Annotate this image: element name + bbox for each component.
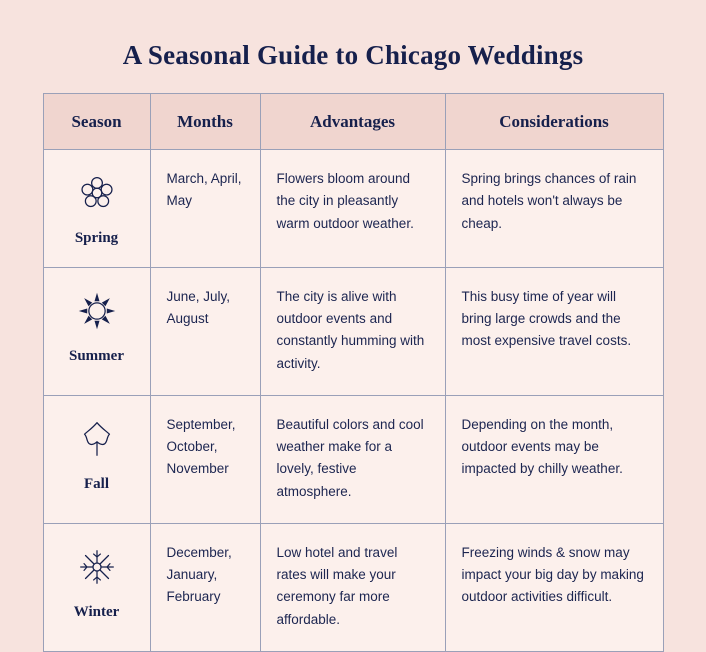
advantages-text: The city is alive with outdoor events and constantly humming with activity. [276, 288, 425, 371]
advantages-text: Flowers bloom around the city in pleasantly warm outdoor weather. [276, 171, 414, 231]
months-cell [150, 150, 260, 268]
season-label: Summer [69, 347, 124, 364]
considerations-text: Freezing winds & snow may impact your big day by making outdoor activities difficult. [461, 544, 644, 605]
advantages-cell [260, 395, 445, 523]
season-label: Spring [74, 230, 119, 246]
seasonal-guide-table [43, 93, 664, 652]
considerations-cell [445, 395, 663, 523]
season-label: Winter [73, 603, 120, 620]
months-text: March, April, May [166, 171, 242, 209]
considerations-cell [445, 523, 663, 651]
months-cell [150, 267, 260, 395]
table-header [43, 94, 663, 150]
advantages-text: Beautiful colors and cool weather make for a lovely, festive atmosphere. [276, 416, 424, 499]
season-label: Fall [84, 475, 109, 492]
season-cell-summer [43, 267, 150, 395]
table-body [43, 150, 663, 652]
considerations-text: Spring brings chances of rain and hotels won't always be cheap. [461, 171, 637, 231]
table-row [43, 395, 663, 523]
advantages-cell [260, 150, 445, 268]
considerations-cell [445, 267, 663, 395]
months-text: September, October, November [166, 416, 236, 477]
advantages-text: Low hotel and travel rates will make your ceremony far more affordable. [276, 544, 398, 627]
sun-icon [74, 288, 120, 334]
table-row [43, 267, 663, 395]
page-title: A Seasonal Guide to Chicago Weddings [122, 40, 584, 70]
months-text: June, July, August [166, 288, 231, 327]
table-header-row [43, 94, 663, 150]
months-cell [150, 523, 260, 651]
months-cell [150, 395, 260, 523]
season-cell-fall [43, 395, 150, 523]
flower-icon [74, 170, 120, 216]
table-row [43, 523, 663, 651]
table-row [43, 150, 663, 268]
months-text: December, January, February [166, 544, 232, 605]
season-cell-spring [43, 150, 150, 268]
column-header-advantages: Advantages [260, 94, 445, 150]
advantages-cell [260, 523, 445, 651]
column-header-considerations: Considerations [445, 94, 663, 150]
season-cell-winter [43, 523, 150, 651]
column-header-months: Months [150, 94, 260, 150]
column-header-season: Season [43, 94, 150, 150]
considerations-text: Depending on the month, outdoor events may be impacted by chilly weather. [461, 416, 623, 477]
leaf-icon [74, 416, 120, 462]
considerations-cell [445, 150, 663, 268]
snowflake-icon [74, 544, 120, 590]
considerations-text: This busy time of year will bring large crowds and the most expensive travel costs. [461, 288, 632, 349]
advantages-cell [260, 267, 445, 395]
